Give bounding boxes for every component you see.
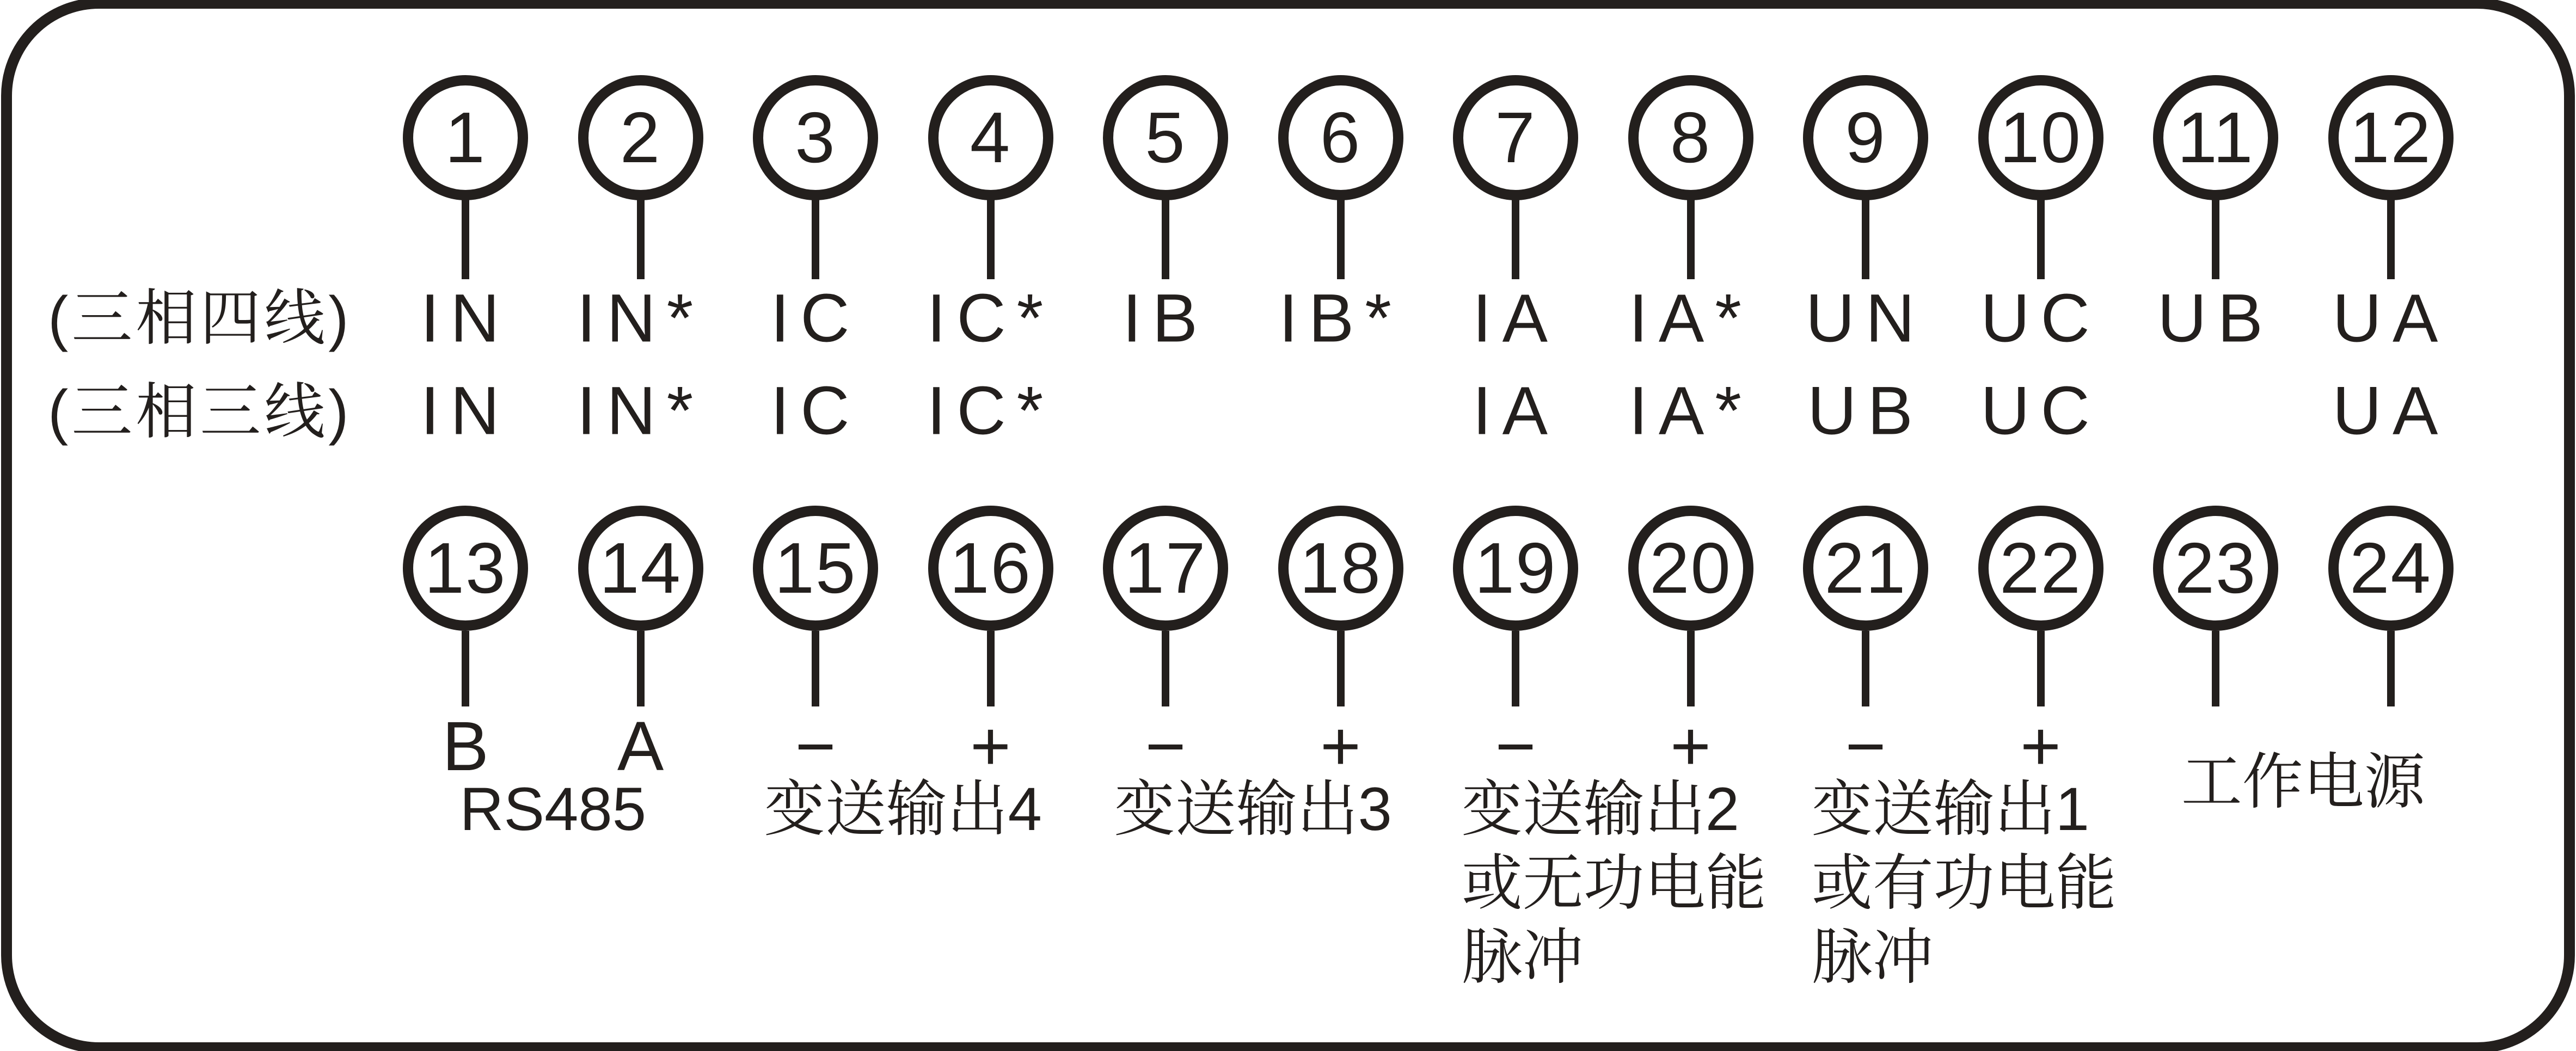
terminal-3-number: 3	[795, 97, 836, 177]
terminal-23-circle	[2153, 506, 2278, 631]
group-label-transmit-output-2-line-3: 脉冲	[1461, 923, 1584, 991]
group-label-transmit-output-2	[1462, 772, 1767, 994]
terminal-4-number: 4	[970, 97, 1011, 177]
terminal-11-number: 11	[2177, 97, 2254, 177]
terminal-24-number: 24	[2350, 528, 2432, 608]
terminal-11-lead	[2212, 200, 2219, 279]
terminal-14-lead	[637, 631, 645, 706]
terminal-4-four-wire-label: IC*	[927, 280, 1054, 357]
terminal-4-circle	[928, 75, 1053, 200]
terminal-8-number: 8	[1670, 97, 1712, 177]
terminal-1-number: 1	[445, 97, 486, 177]
terminal-22-circle	[1978, 506, 2103, 631]
terminal-1-circle	[403, 75, 528, 200]
terminal-14-circle	[578, 506, 703, 631]
terminal-12-number: 12	[2350, 97, 2432, 177]
terminal-7-three-wire-label: IA	[1472, 373, 1559, 449]
terminal-12-circle	[2328, 75, 2454, 200]
terminal-23-lead	[2212, 631, 2219, 706]
group-label-rs485-line-1: RS485	[459, 775, 646, 843]
terminal-5-circle	[1103, 75, 1228, 200]
terminal-17-polarity-label: −	[1145, 708, 1186, 785]
group-label-transmit-output-4	[764, 772, 1042, 846]
terminal-15-number: 15	[774, 528, 857, 608]
terminal-13-circle	[403, 506, 528, 631]
group-label-working-power-line-1: 工作电源	[2181, 748, 2425, 816]
terminal-10-four-wire-label: UC	[1980, 280, 2101, 357]
terminal-18-circle	[1278, 506, 1403, 631]
terminal-1-three-wire-label: IN	[420, 373, 511, 449]
terminal-12-four-wire-label: UA	[2332, 280, 2449, 357]
terminal-14-polarity-label: A	[617, 708, 664, 785]
row-label-three-phase-three-wire: (三相三线)	[48, 378, 352, 446]
group-label-transmit-output-1-line-1: 变送输出1	[1811, 775, 2090, 843]
terminal-6-lead	[1337, 200, 1345, 279]
terminal-8-lead	[1687, 200, 1695, 279]
terminal-20-lead	[1687, 631, 1695, 706]
terminal-22-lead	[2037, 631, 2045, 706]
terminal-3-three-wire-label: IC	[770, 373, 861, 449]
terminal-9-three-wire-label: UB	[1807, 373, 1924, 449]
terminal-7-number: 7	[1495, 97, 1536, 177]
group-label-transmit-output-1	[1812, 772, 2117, 994]
terminal-9-number: 9	[1845, 97, 1886, 177]
terminal-2-three-wire-label: IN*	[576, 373, 704, 449]
terminal-17-lead	[1162, 631, 1169, 706]
terminal-5-four-wire-label: IB	[1122, 280, 1209, 357]
terminal-5-lead	[1162, 200, 1169, 279]
terminal-2-lead	[637, 200, 645, 279]
terminal-4-three-wire-label: IC*	[927, 373, 1054, 449]
terminal-2-circle	[578, 75, 703, 200]
group-label-transmit-output-3	[1114, 772, 1392, 846]
terminal-13-number: 13	[424, 528, 507, 608]
terminal-16-number: 16	[949, 528, 1032, 608]
terminal-16-lead	[987, 631, 995, 706]
terminal-24-lead	[2387, 631, 2395, 706]
terminal-21-polarity-label: −	[1845, 708, 1886, 785]
terminal-6-circle	[1278, 75, 1403, 200]
terminal-19-number: 19	[1474, 528, 1557, 608]
terminal-20-circle	[1628, 506, 1753, 631]
terminal-6-number: 6	[1320, 97, 1361, 177]
terminal-18-polarity-label: +	[1320, 708, 1361, 785]
terminal-6-four-wire-label: IB*	[1279, 280, 1402, 357]
terminal-19-circle	[1453, 506, 1578, 631]
terminal-1-lead	[462, 200, 469, 279]
terminal-5-number: 5	[1145, 97, 1186, 177]
terminal-16-circle	[928, 506, 1053, 631]
terminal-12-three-wire-label: UA	[2332, 373, 2449, 449]
terminal-15-lead	[812, 631, 819, 706]
terminal-12-lead	[2387, 200, 2395, 279]
terminal-16-polarity-label: +	[970, 708, 1011, 785]
terminal-15-polarity-label: −	[795, 708, 836, 785]
terminal-20-polarity-label: +	[1670, 708, 1711, 785]
group-label-transmit-output-3-line-1: 变送输出3	[1114, 775, 1392, 843]
group-label-transmit-output-1-line-2: 或有功电能	[1811, 849, 2117, 917]
terminal-21-circle	[1803, 506, 1928, 631]
terminal-13-lead	[462, 631, 469, 706]
terminal-10-three-wire-label: UC	[1980, 373, 2101, 449]
terminal-18-lead	[1337, 631, 1345, 706]
terminal-21-number: 21	[1824, 528, 1907, 608]
terminal-1-four-wire-label: IN	[420, 280, 511, 357]
group-label-transmit-output-2-line-2: 或无功电能	[1461, 849, 1767, 917]
group-label-transmit-output-1-line-3: 脉冲	[1811, 923, 1934, 991]
terminal-4-lead	[987, 200, 995, 279]
terminal-9-circle	[1803, 75, 1928, 200]
terminal-17-number: 17	[1124, 528, 1207, 608]
terminal-8-three-wire-label: IA*	[1629, 373, 1752, 449]
terminal-22-polarity-label: +	[2020, 708, 2061, 785]
terminal-7-circle	[1453, 75, 1578, 200]
row-label-three-phase-four-wire: (三相四线)	[48, 284, 352, 352]
terminal-10-circle	[1978, 75, 2103, 200]
terminal-7-four-wire-label: IA	[1472, 280, 1559, 357]
terminal-3-four-wire-label: IC	[770, 280, 861, 357]
terminal-15-circle	[753, 506, 878, 631]
terminal-17-circle	[1103, 506, 1228, 631]
terminal-7-lead	[1512, 200, 1519, 279]
terminal-9-four-wire-label: UN	[1805, 280, 1926, 357]
terminal-3-lead	[812, 200, 819, 279]
terminal-14-number: 14	[599, 528, 682, 608]
group-label-transmit-output-2-line-1: 变送输出2	[1461, 775, 1740, 843]
terminal-10-number: 10	[2000, 97, 2082, 177]
terminal-21-lead	[1862, 631, 1869, 706]
terminal-3-circle	[753, 75, 878, 200]
terminal-23-number: 23	[2174, 528, 2257, 608]
group-label-working-power	[2181, 745, 2425, 819]
terminal-2-four-wire-label: IN*	[576, 280, 704, 357]
group-label-transmit-output-4-line-1: 变送输出4	[764, 775, 1042, 843]
group-label-rs485	[460, 772, 646, 846]
terminal-10-lead	[2037, 200, 2045, 279]
terminal-20-number: 20	[1649, 528, 1732, 608]
terminal-11-four-wire-label: UB	[2157, 280, 2274, 357]
terminal-2-number: 2	[620, 97, 661, 177]
terminal-19-polarity-label: −	[1495, 708, 1536, 785]
terminal-18-number: 18	[1299, 528, 1382, 608]
terminal-8-four-wire-label: IA*	[1629, 280, 1752, 357]
terminal-22-number: 22	[2000, 528, 2082, 608]
terminal-8-circle	[1628, 75, 1753, 200]
terminal-11-circle	[2153, 75, 2278, 200]
terminal-24-circle	[2328, 506, 2454, 631]
terminal-13-polarity-label: B	[442, 708, 489, 785]
terminal-9-lead	[1862, 200, 1869, 279]
terminal-19-lead	[1512, 631, 1519, 706]
